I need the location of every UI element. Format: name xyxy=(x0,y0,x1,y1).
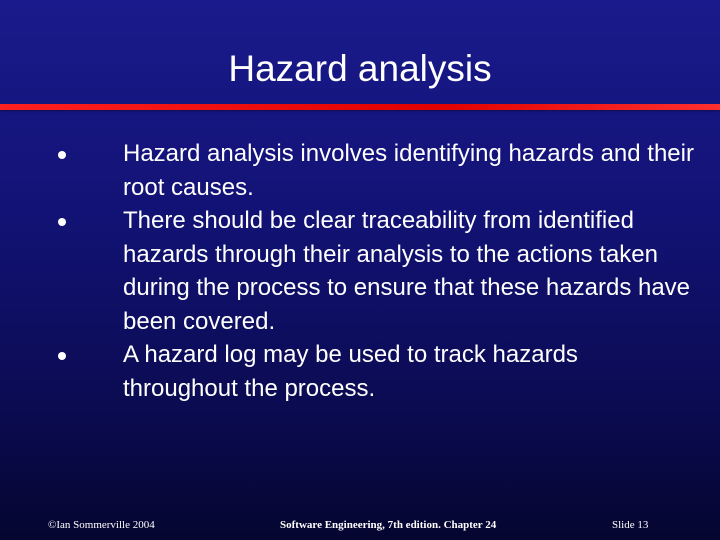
footer-slide-number: Slide 13 xyxy=(612,519,649,531)
bullet-dot-icon xyxy=(58,218,66,226)
list-item xyxy=(55,137,695,204)
title-divider xyxy=(0,104,720,110)
footer-book-title: Software Engineering, 7th edition. Chapter 24 xyxy=(280,519,497,531)
bullet-dot-icon xyxy=(58,352,66,360)
bullet-text: There should be clear traceability from identified hazards through their analysis to the actions taken during the process to ensure that these hazards have been covered. xyxy=(123,207,691,335)
slide-footer xyxy=(0,519,720,535)
footer-copyright: ©Ian Sommerville 2004 xyxy=(48,519,155,531)
bullet-list xyxy=(55,137,695,405)
bullet-text: A hazard log may be used to track hazards throughout the process. xyxy=(123,341,578,402)
bullet-dot-icon xyxy=(58,151,66,159)
list-item xyxy=(55,338,695,405)
slide-title: Hazard analysis xyxy=(228,48,492,89)
bullet-text: Hazard analysis involves identifying hazards and their root causes. xyxy=(123,140,694,201)
list-item xyxy=(55,204,695,338)
